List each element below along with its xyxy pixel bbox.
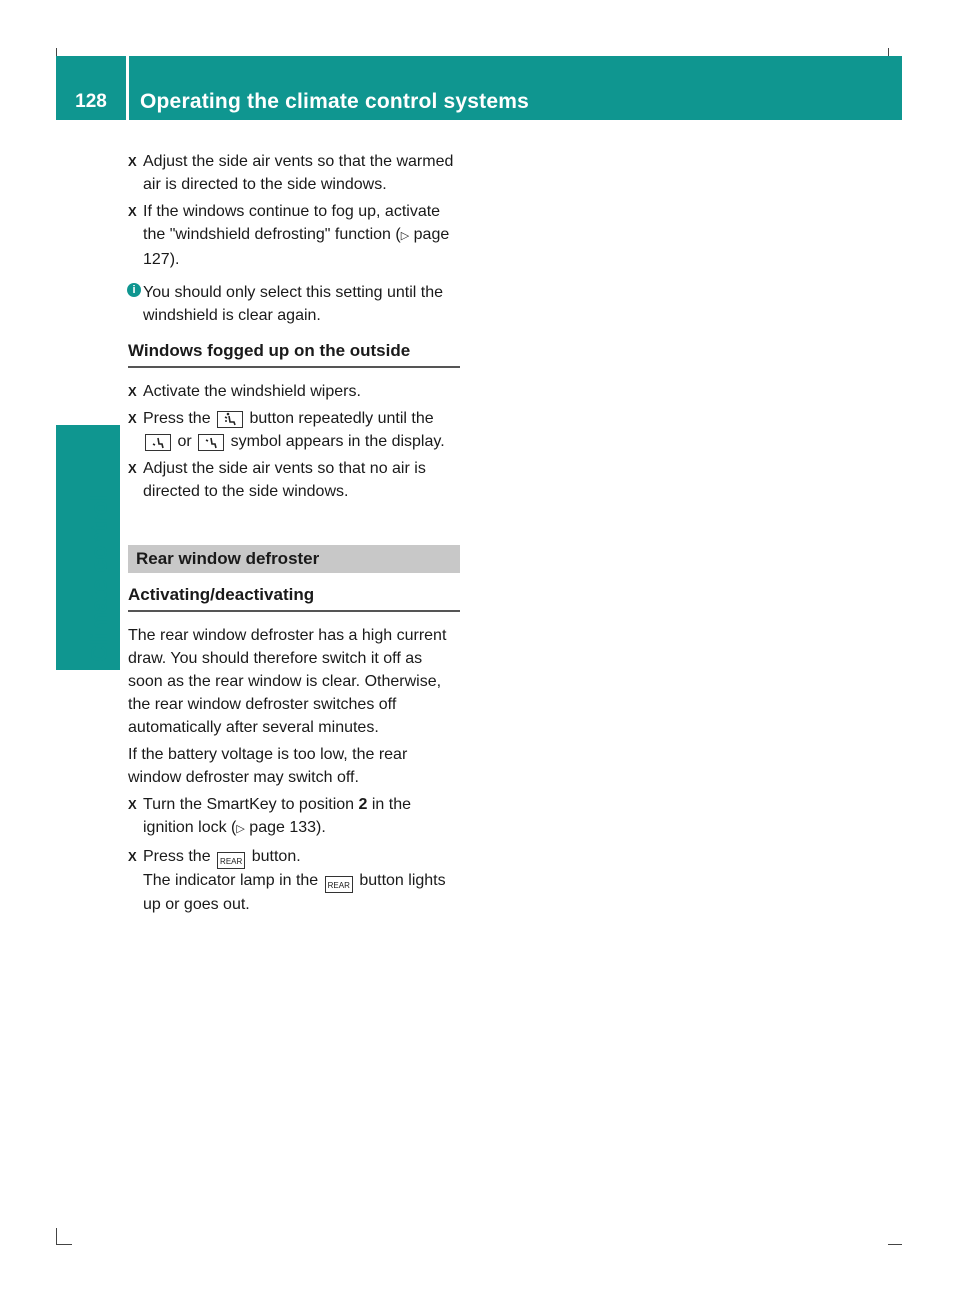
topic-bar: Rear window defroster (128, 545, 460, 573)
crop-mark (56, 1228, 57, 1244)
crop-mark (888, 1244, 902, 1245)
page-number: 128 (75, 91, 107, 112)
step-arrow-icon: X (128, 849, 137, 864)
chapter-title: Operating the climate control systems (140, 90, 530, 113)
step-arrow-icon: X (128, 797, 137, 812)
step-arrow-icon: X (128, 411, 137, 426)
page-link[interactable]: page 133). (249, 819, 326, 836)
header-divider (126, 56, 129, 120)
rear-defroster-button-icon: REAR (217, 852, 245, 869)
instruction-step: X Press the button repeatedly until the or symbol appears in the display. (128, 407, 460, 453)
page-ref-arrow-icon: ▷ (236, 823, 245, 835)
paragraph: The rear window defroster has a high current draw. You should therefore switch it off as soon as the rear window is clear. Otherwise, the rear window defroster switches off automatically after several minutes. (128, 627, 447, 736)
step-arrow-icon: X (128, 154, 137, 169)
page-header (56, 56, 902, 120)
page-ref-arrow-icon: ▷ (400, 230, 410, 242)
rear-defroster-button-icon: REAR (325, 876, 353, 893)
section-heading: Windows fogged up on the outside (128, 339, 460, 368)
crop-mark (56, 48, 57, 56)
instruction-step: X Turn the SmartKey to position 2 in the ignition lock (▷ page 133). (128, 793, 460, 841)
airflow-button-icon (217, 411, 243, 428)
position-number: 2 (358, 796, 368, 813)
instruction-step: X Activate the windshield wipers. (128, 380, 460, 403)
info-icon: i (127, 283, 141, 297)
paragraph: If the battery voltage is too low, the rear window defroster may switch off. (128, 746, 408, 786)
airflow-foot-icon (145, 434, 171, 451)
section-heading: Activating/deactivating (128, 583, 460, 612)
step-arrow-icon: X (128, 461, 137, 476)
info-note: i You should only select this setting until the windshield is clear again. (128, 281, 460, 327)
airflow-down-icon (198, 434, 224, 451)
crop-mark (888, 48, 889, 56)
instruction-step: X Adjust the side air vents so that no air is directed to the side windows. (128, 457, 460, 503)
crop-mark (56, 1244, 72, 1245)
page-link[interactable]: page 127). (143, 226, 450, 268)
side-tab-label: Climate control (86, 494, 112, 662)
step-arrow-icon: X (128, 384, 137, 399)
main-content (128, 150, 460, 920)
step-arrow-icon: X (128, 204, 137, 219)
instruction-step: X If the windows continue to fog up, activate the "windshield defrosting" function (▷ page 127). (128, 200, 460, 271)
instruction-step: X Press the REAR button. The indicator lamp in the REAR button lights up or goes out. (128, 845, 460, 916)
instruction-step: X Adjust the side air vents so that the warmed air is directed to the side windows. (128, 150, 460, 196)
